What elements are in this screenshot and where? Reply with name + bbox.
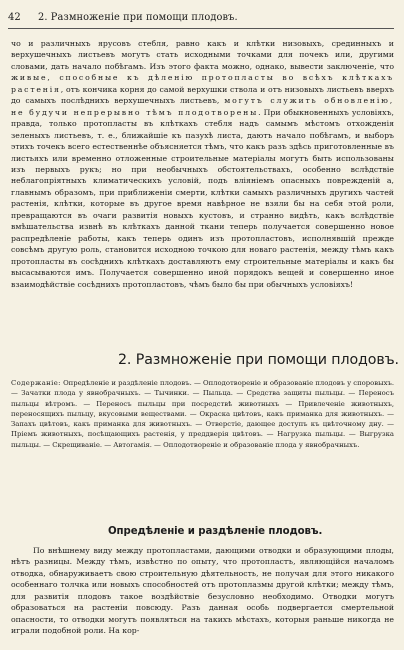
chapter-summary: [11, 378, 394, 450]
spaced-emphasis: могутъ служить обновленію, не будучи непрерывно тѣмъ плодотворены: [11, 96, 394, 117]
page-number: 42: [8, 12, 21, 23]
paragraph-segment: . При обыкновенныхъ условіяхъ, правда, только протопласты въ клѣткахъ стебля надъ самымъ мѣстомъ отхожденія зеленыхъ листьевъ, т. е., ближайшіе къ пазухѣ листа, даютъ начало побѣгамъ, и выборъ этихъ точекъ всего естественнѣе объясняется тѣмъ, что какъ разъ здѣсь приготовленные въ листьяхъ или временно отложенные строительные матеріалы могутъ быть использованы изъ первыхъ рукъ; но при необычныхъ обстоятельствахъ, особенно вслѣдствіе неблагопріятныхъ климатическихъ условій, подъ вліяніемъ опасныхъ поврежденій а, главнымъ образомъ, при приближеніи смерти, клѣтки самыхъ различныхъ другихъ частей растенія, клѣтки, которые въ другое время навѣрное не взяли бы на себя этой роли, превращаются въ очаги развитія новыхъ кустовъ, и странно видѣть, какъ вслѣдствіе вмѣшательства извнѣ въ клѣткахъ данной ткани теперь получается совершенно новое распредѣленіе работы, какъ теперь одинъ изъ протопластовъ, исполнявшій прежде совсѣмъ другую роль, становится исходною точкою для новаго растенія, между тѣмъ какъ протопласты въ сосѣднихъ клѣткахъ доставляютъ ему строительные матеріалы и какъ бы высасываются имъ. Получается совершенно иной порядокъ вещей и совершенно иное взаимодѣйствіе сосѣднихъ протопластовъ, чѣмъ было бы при обычныхъ условіяхъ!: [11, 107, 395, 289]
paragraph-segment: , отъ кончика корня до самой верхушки ствола и отъ низовыхъ листьевъ вверхъ до самыхъ послѣднихъ верхушечныхъ листьевъ,: [11, 84, 394, 106]
spaced-emphasis: живые, способные къ дѣленію протопласты во всѣхъ клѣткахъ растенія: [11, 73, 394, 94]
subsection-title: Опредѣленіе и раздѣленіе плодовъ.: [108, 526, 323, 537]
body-paragraph-1: [11, 38, 394, 290]
section-title: 2. Размноженіе при помощи плодовъ.: [118, 352, 399, 368]
page-header: [8, 8, 394, 29]
body-paragraph-2: По внѣшнему виду между протопластами, дающими отводки и образующими плоды, нѣтъ разницы. Между тѣмъ, извѣстно по опыту, что протопластъ, являющійся началомъ отводка, обнаруживаетъ свою строительную дѣятельность, не получая для этого никакого особеннаго толчка или новыхъ способностей отъ протоплазмы другой клѣтки; между тѣмъ, для развитія плодовъ такое воздѣйствіе безусловно необходимо. Отводки могутъ образоваться на растеніи повсюду. Разъ данная особь подвергается смертельной опасности, то отводки могутъ появляться на такихъ мѣстахъ, которыя раньше никогда не играли подобной роли. На кор-: [11, 546, 394, 636]
summary-label: Содержаніе:: [11, 379, 61, 387]
summary-text: Опредѣленіе и раздѣленіе плодовъ. — Оплодотвореніе и образованіе плодовъ у споровыхъ. — Зачатки плода у явнобрачныхъ. — Тычинки. — Пыльца. — Средства защиты пыльцы. — Переносъ пыльцы вѣтромъ. — Переносъ пыльцы при посредствѣ животныхъ — Привлеченіе животныхъ, переносящихъ пыльцу, вкусовыми веществами. — Окраска цвѣтовъ, какъ приманка для животныхъ. — Запахъ цвѣтовъ, какъ приманка для животныхъ. — Отверстіе, дающее доступъ къ цвѣточному дну. — Пріемъ животныхъ, посѣщающихъ растенія, у преддверія цвѣтовъ. — Нагрузка пыльцы. — Выгрузка пыльцы. — Скрещиваніе. — Автогамія. — Оплодотвореніе и образованіе плода у явнобрачныхъ.: [11, 379, 394, 449]
running-head: 2. Размноженіе при помощи плодовъ.: [38, 12, 238, 23]
paragraph-segment: чо и различныхъ ярусовъ стебля, равно какъ и клѣтки низовыхъ, срединныхъ и верхушечныхъ листьевъ могутъ стать исходными точками для почекъ или, другими словами, дать начало побѣгамъ. Изъ этого факта можно, однако, вывести заключеніе, что: [11, 39, 394, 71]
